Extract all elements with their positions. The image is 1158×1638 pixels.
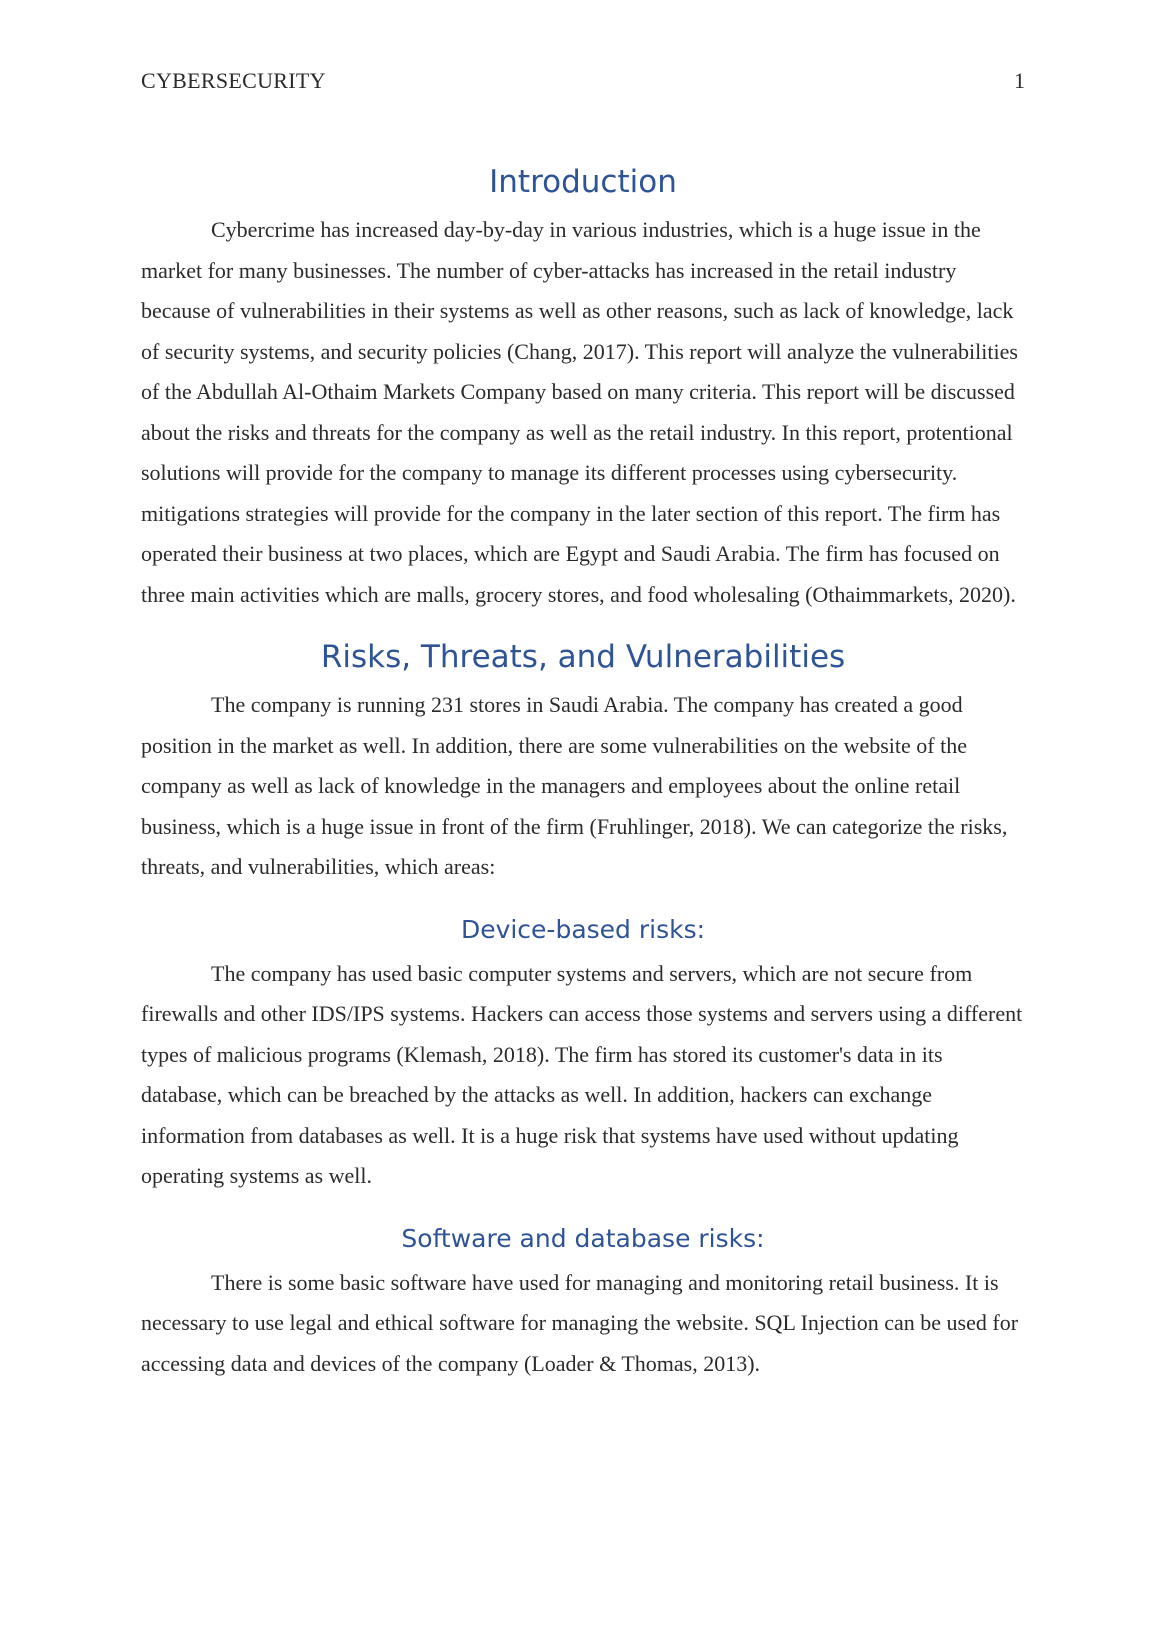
- heading-device-based-risks: Device-based risks:: [460, 914, 706, 944]
- paragraph-introduction: Cybercrime has increased day-by-day in various industries, which is a huge issue in the market for many businesses. The number of cyber-attacks has increased in the retail industry because of vulnerabilities in their systems as well as other reasons, such as lack of knowledge, lack of security systems, and security policies (Chang, 2017). This report will analyze the vulnerabilities of the Abdullah Al-Othaim Markets Company based on many criteria. This report will be discussed about the risks and threats for the company as well as the retail industry. In this report, protentional solutions will provide for the company to manage its different processes using cybersecurity. mitigations strategies will provide for the company in the later section of this report. The firm has operated their business at two places, which are Egypt and Saudi Arabia. The firm has focused on three main activities which are malls, grocery stores, and food wholesaling (Othaimmarkets, 2020).: [141, 217, 1018, 607]
- page-number: 1: [1014, 68, 1025, 93]
- heading-risks-threats-vulnerabilities: Risks, Threats, and Vulnerabilities: [320, 639, 846, 675]
- running-head: CYBERSECURITY: [141, 68, 326, 93]
- document-body: [141, 160, 1025, 1384]
- paragraph-risks: The company is running 231 stores in Saudi Arabia. The company has created a good position in the market as well. In addition, there are some vulnerabilities on the website of the company as well as lack of knowledge in the managers and employees about the online retail business, which is a huge issue in front of the firm (Fruhlinger, 2018). We can categorize the risks, threats, and vulnerabilities, which areas:: [141, 692, 1008, 879]
- paragraph-device-based-risks: The company has used basic computer systems and servers, which are not secure from firewalls and other IDS/IPS systems. Hackers can access those systems and servers using a different types of malicious programs (Klemash, 2018). The firm has stored its customer's data in its database, which can be breached by the attacks as well. In addition, hackers can exchange information from databases as well. It is a huge risk that systems have used without updating operating systems as well.: [141, 960, 1023, 1188]
- paragraph-software-database-risks: There is some basic software have used for managing and monitoring retail business. It is necessary to use legal and ethical software for managing the website. SQL Injection can be used for accessing data and devices of the company (Loader & Thomas, 2013).: [141, 1269, 1019, 1376]
- heading-software-database-risks: Software and database risks:: [401, 1223, 765, 1253]
- heading-introduction: Introduction: [489, 164, 677, 200]
